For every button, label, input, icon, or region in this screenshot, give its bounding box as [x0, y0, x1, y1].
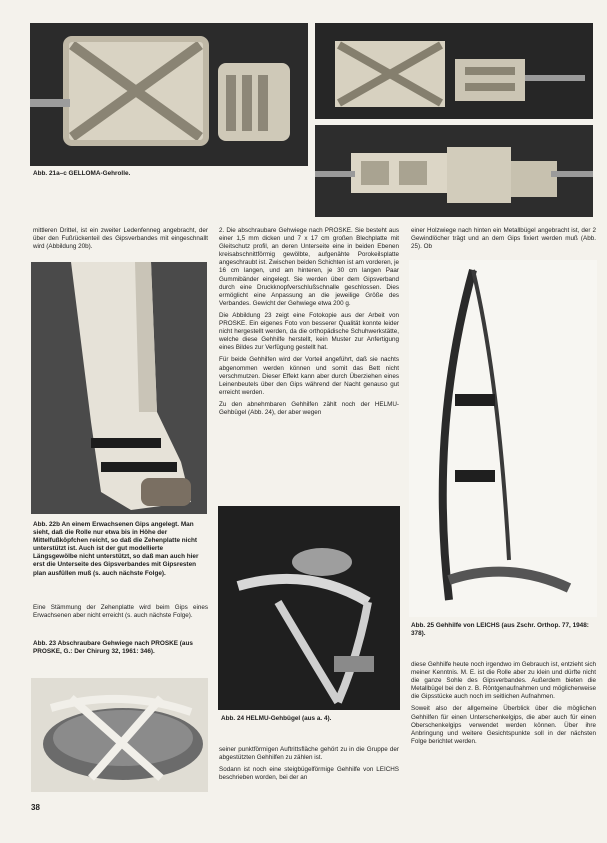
caption-fig24: Abb. 24 HELMU-Gehbügel (aus a. 4).	[221, 715, 332, 722]
text-middle-bottom	[219, 746, 399, 786]
photo-gelloma-top-right	[315, 23, 593, 119]
photo-leg-cast	[31, 262, 207, 514]
caption-fig25: Abb. 25 Gehhilfe von LEICHS (aus Zschr. Orthop. 77, 1948: 378).	[411, 622, 589, 638]
text-right-bottom	[411, 661, 596, 750]
middle-bottom-paragraph-2: Sodann ist noch eine steigbügelförmige Gehhilfe von LEICHS beschrieben worden, bei der an	[219, 766, 399, 782]
photo-gelloma-top-left	[30, 23, 308, 166]
text-right-top: einer Holzwiege nach hinten ein Metallbügel angebracht ist, der 2 Gewindlöcher trägt und an dem Gips fixiert werden muß (Abb. 25). Ob	[411, 227, 596, 251]
right-bottom-paragraph-1: diese Gehhilfe heute noch irgendwo im Gebrauch ist, entzieht sich meiner Kenntnis. M. E. ist die Rolle aber zu klein und dürfte nicht die ganze Sohle des Gipsverbandes. Außerdem bieten die Metallbügel bei den z. B. Röntgenaufnahmen und möglicherweise die Gipsstücke auch noch im seitlichen Aufnahmen.	[411, 661, 596, 701]
caption-fig21: Abb. 21a–c GELLOMA-Gehrolle.	[33, 170, 131, 177]
right-bottom-paragraph-2: Soweit also der allgemeine Überblick über die möglichen Gehhilfen für einen Unterschenkelgips, die aber auch für einen Oberschenkelgips verwendet werden können. Über ihre Anbringung und weitere Gesichtspunkte soll in der nächsten Folge berichtet werden.	[411, 705, 596, 745]
photo-leichs-gehhilfe	[409, 260, 597, 617]
text-left-top: mittleren Drittel, ist ein zweiter Ledenfenneg angebracht, der über den Fußrückenteil des Gipsverbandes mit eingeschnallt wird (Abbildung 20b).	[33, 227, 208, 251]
middle-paragraph-1: 2. Die abschraubare Gehwiege nach PROSKE. Sie besteht aus einer 1,5 mm dicken und 7 x 17 cm großen Blechplatte mit Gleitschutz profil, an deren Unterseite eine in beiden Ebenen kreisabschnittförmig gewölbte, aufgenähte Porokeilsplatte angeschraubt ist. Zwischen beiden Schichten ist am vorderen, je 16 cm langen, und am hinteren, je 30 cm langen Paar Gummibänder eingelegt. Sie werden über dem Gipsverband durch eine Druckknopfverschlußschnalle geschlossen. Dies ermöglicht eine Anpassung an die jeweilige Größe des Verbandes. Gewicht der Gehwiege etwa 200 g.	[219, 227, 399, 307]
middle-paragraph-4: Zu den abnehmbaren Gehhilfen zählt noch der HELMU-Gehbügel (Abb. 24), der aber wegen	[219, 400, 399, 416]
middle-paragraph-2: Die Abbildung 23 zeigt eine Fotokopie aus der Arbeit von PROSKE. Ein eigenes Foto von besserer Qualität konnte leider nicht hergestellt werden, da die orthopädische Schuhwerkstätte, welche diese Gehhilfe herstellt, kein Muster zur Anfertigung eines Bildes zur Verfügung gestellt hat.	[219, 311, 399, 352]
photo-helmu-gehbuegel	[218, 506, 400, 710]
photo-proske-gehwiege	[31, 678, 208, 792]
caption-fig23: Abb. 23 Abschraubare Gehwiege nach PROSKE (aus PROSKE, G.: Der Chirurg 32, 1961: 346).	[33, 640, 193, 656]
middle-bottom-paragraph-1: seiner punktförmigen Auftrittsfläche gehört zu in die Gruppe der abgestützten Gehhilfen zu zählen ist.	[219, 746, 399, 762]
caption-fig22: Abb. 22b An einem Erwachsenen Gips angelegt. Man sieht, daß die Rolle nur etwa bis in Höhe der Mittelfußköpfchen reicht, so daß die Zehenplatte nicht unterstützt ist. Auch ist der gut modellierte Längsgewölbe nicht unterstützt, so daß man auch hier erst die Unterseite des Gipsverbandes mit Gipsresten plan ausfüllen muß (s. auch nächste Folge).	[33, 521, 199, 577]
photo-gelloma-bottom-right	[315, 125, 593, 217]
page-number: 38	[31, 803, 40, 812]
text-left-mid: Eine Stämmung der Zehenplatte wird beim Gips eines Erwachsenen aber nicht erreicht (s. auch nächste Folge).	[33, 604, 208, 620]
text-middle-top	[219, 227, 399, 421]
middle-paragraph-3: Für beide Gehhilfen wird der Vorteil angeführt, daß sie nachts abgenommen werden können und somit das Bett nicht verschmutzen. Dieser Effekt kann aber durch Überziehen eines Leinenbeutels über den Gips während der Nacht genauso gut erreicht werden.	[219, 356, 399, 396]
